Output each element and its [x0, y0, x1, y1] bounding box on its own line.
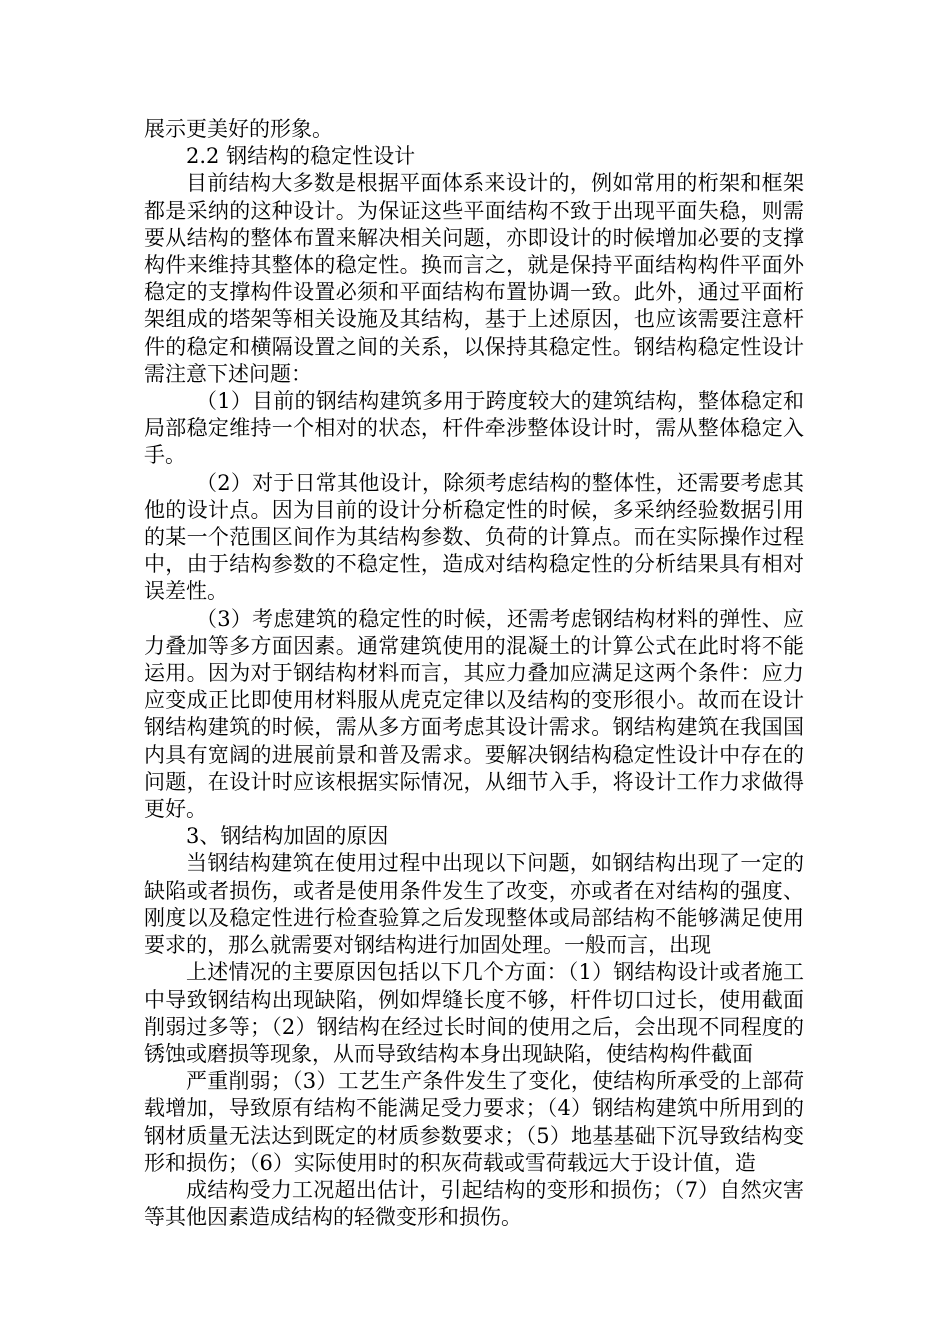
list-item-2: （2）对于日常其他设计，除须考虑结构的整体性，还需要考虑其他的设计点。因为目前的设计分析稳定性的时候，多采纳经验数据引用的某一个范围区间作为其结构参数、负荷的计算点。而在实际操作过程中，由于结构参数的不稳定性，造成对结构稳定性的分析结果具有相对误差性。	[144, 470, 804, 604]
list-item-1: （1）目前的钢结构建筑多用于跨度较大的建筑结构，整体稳定和局部稳定维持一个相对的状态，杆件牵涉整体设计时，需从整体稳定入手。	[144, 389, 804, 468]
paragraph-reinforcement-4: 成结构受力工况超出估计，引起结构的变形和损伤；（7）自然灾害等其他因素造成结构的轻微变形和损伤。	[144, 1177, 804, 1230]
section-heading-2-2: 2.2 钢结构的稳定性设计	[186, 144, 416, 169]
paragraph-reinforcement-1: 当钢结构建筑在使用过程中出现以下问题，如钢结构出现了一定的缺陷或者损伤，或者是使用条件发生了改变，亦或者在对结构的强度、刚度以及稳定性进行检查验算之后发现整体或局部结构不能够满足使用要求的，那么就需要对钢结构进行加固处理。一般而言，出现	[144, 851, 804, 958]
paragraph-reinforcement-2: 上述情况的主要原因包括以下几个方面：（1）钢结构设计或者施工中导致钢结构出现缺陷，例如焊缝长度不够，杆件切口过长，使用截面削弱过多等；（2）钢结构在经过长时间的使用之后，会出现不同程度的锈蚀或磨损等现象，从而导致结构本身出现缺陷，使结构构件截面	[144, 960, 804, 1066]
paragraph-intro: 目前结构大多数是根据平面体系来设计的，例如常用的桁架和框架都是采纳的这种设计。为保证这些平面结构不致于出现平面失稳，则需要从结构的整体布置来解决相关问题，亦即设计的时候增加必要的支撑构件来维持其整体的稳定性。换而言之，就是保持平面结构构件平面外稳定的支撑构件设置必须和平面结构布置协调一致。此外，通过平面桁架组成的塔架等相关设施及其结构，基于上述原因，也应该需要注意杆件的稳定和横隔设置之间的关系，以保持其稳定性。钢结构稳定性设计需注意下述问题：	[144, 171, 804, 386]
paragraph-reinforcement-3: 严重削弱；（3）工艺生产条件发生了变化，使结构所承受的上部荷载增加，导致原有结构不能满足受力要求；（4）钢结构建筑中所用到的钢材质量无法达到既定的材质参数要求；（5）地基基础下沉导致结构变形和损伤；（6）实际使用时的积灰荷载或雪荷载远大于设计值，造	[144, 1069, 804, 1175]
section-heading-3: 3、钢结构加固的原因	[186, 824, 389, 849]
paragraph-continuation: 展示更美好的形象。	[144, 117, 333, 141]
document-body	[144, 116, 804, 1231]
list-item-3: （3）考虑建筑的稳定性的时候，还需考虑钢结构材料的弹性、应力叠加等多方面因素。通常建筑使用的混凝土的计算公式在此时将不能运用。因为对于钢结构材料而言，其应力叠加应满足这两个条件：应力应变成正比即使用材料服从虎克定律以及结构的变形很小。故而在设计钢结构建筑的时候，需从多方面考虑其设计需求。钢结构建筑在我国国内具有宽阔的进展前景和普及需求。要解决钢结构稳定性设计中存在的问题，在设计时应该根据实际情况，从细节入手，将设计工作力求做得更好。	[144, 606, 804, 822]
